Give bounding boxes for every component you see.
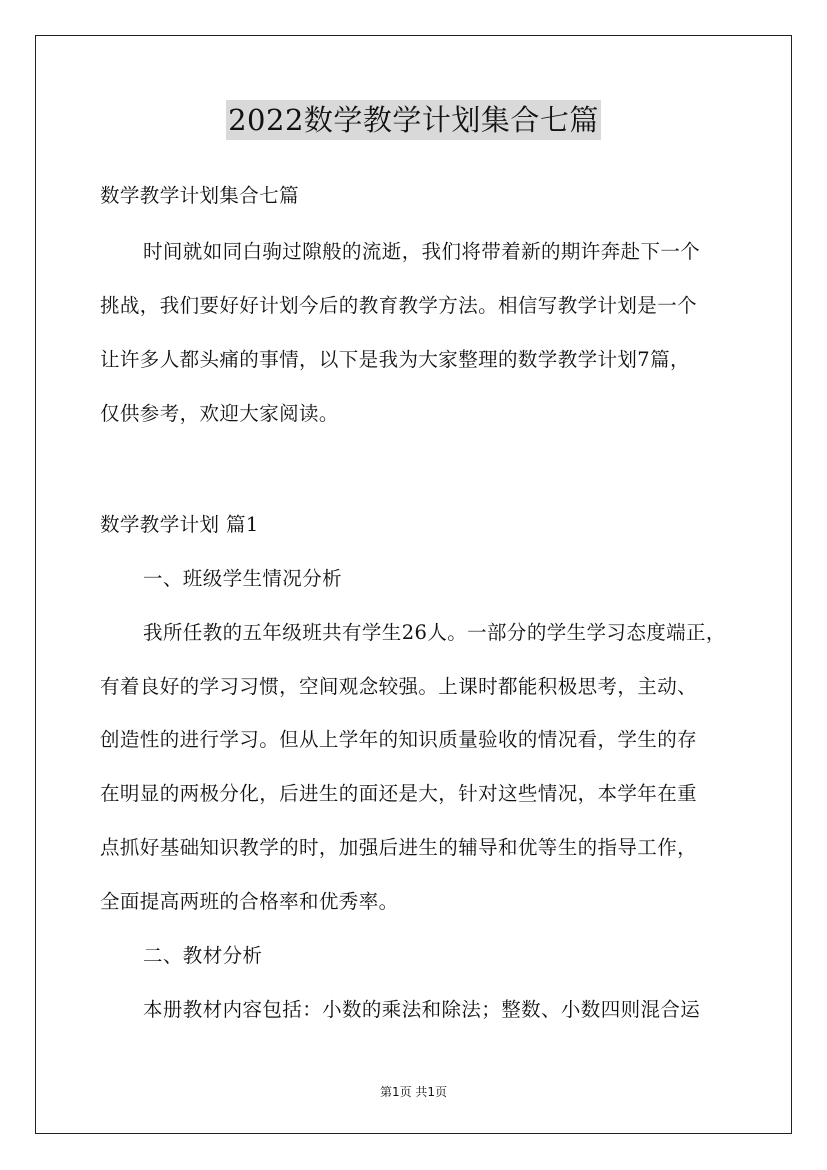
document-title: 2022数学教学计划集合七篇 <box>226 100 601 140</box>
section-heading: 数学教学计划 篇1 <box>100 513 259 536</box>
part1-line-4: 在明显的两极分化，后进生的面还是大，针对这些情况，本学年在重 <box>100 782 698 805</box>
part1-line-6: 全面提高两班的合格率和优秀率。 <box>100 890 399 913</box>
part2-heading: 二、教材分析 <box>143 944 263 967</box>
page-footer: 第1页 共1页 <box>379 1085 448 1099</box>
part1-line-2: 有着良好的学习习惯，空间观念较强。上课时都能积极思考，主动、 <box>100 675 698 698</box>
document-subtitle: 数学教学计划集合七篇 <box>100 184 300 207</box>
intro-line-1: 时间就如同白驹过隙般的流逝，我们将带着新的期许奔赴下一个 <box>143 240 701 263</box>
title-container <box>0 100 827 140</box>
intro-line-3: 让许多人都头痛的事情，以下是我为大家整理的数学教学计划7篇， <box>100 348 690 371</box>
part2-line-1: 本册教材内容包括：小数的乘法和除法；整数、小数四则混合运 <box>143 998 701 1021</box>
intro-line-2: 挑战，我们要好好计划今后的教育教学方法。相信写教学计划是一个 <box>100 294 698 317</box>
part1-line-5: 点抓好基础知识教学的时，加强后进生的辅导和优等生的指导工作， <box>100 836 698 859</box>
intro-line-4: 仅供参考，欢迎大家阅读。 <box>100 402 339 425</box>
part1-heading: 一、班级学生情况分析 <box>143 567 343 590</box>
part1-line-3: 创造性的进行学习。但从上学年的知识质量验收的情况看，学生的存 <box>100 728 698 751</box>
part1-line-1: 我所任教的五年级班共有学生26人。一部分的学生学习态度端正， <box>143 621 726 644</box>
